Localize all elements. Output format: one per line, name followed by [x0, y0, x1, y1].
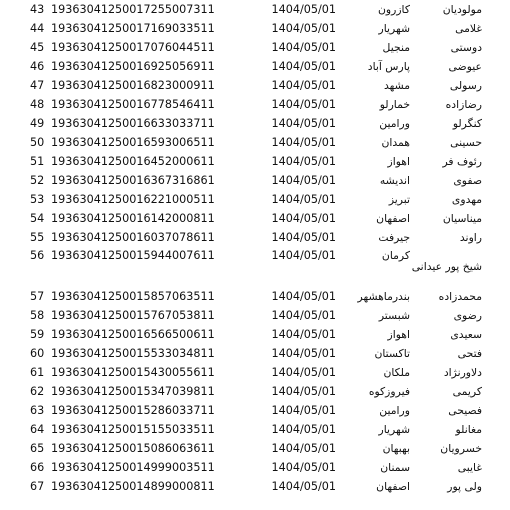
table-row — [30, 57, 510, 76]
city-cell: مشهد — [383, 78, 410, 92]
row-number-cell: 55 — [30, 230, 45, 244]
city-cell: شهریار — [378, 21, 410, 35]
table-row — [30, 382, 510, 401]
city-cell: کازرون — [377, 2, 410, 16]
table-row — [30, 114, 510, 133]
date-cell: 1404/05/01 — [271, 479, 336, 493]
city-cell: تاکستان — [374, 346, 410, 360]
family-name-cell: سعیدی — [450, 327, 482, 341]
family-name-cell: میناسیان — [442, 211, 482, 225]
table-row — [30, 19, 510, 38]
table-row — [30, 247, 510, 287]
tracking-code-cell: 19363041250016778546411 — [51, 97, 215, 111]
tracking-code-cell: 19363041250015533034811 — [51, 346, 215, 360]
tracking-code-cell: 19363041250015857063511 — [51, 289, 215, 303]
table-row — [30, 439, 510, 458]
date-cell: 1404/05/01 — [271, 211, 336, 225]
family-name-cell: فصیحی — [448, 403, 482, 417]
city-cell: سمنان — [380, 460, 410, 474]
date-cell: 1404/05/01 — [271, 230, 336, 244]
date-cell: 1404/05/01 — [271, 441, 336, 455]
row-number-cell: 46 — [30, 59, 45, 73]
date-cell: 1404/05/01 — [271, 2, 336, 16]
family-name-cell: محمدزاده — [438, 289, 482, 303]
date-cell: 1404/05/01 — [271, 21, 336, 35]
row-number-cell: 59 — [30, 327, 45, 341]
table-row — [30, 420, 510, 439]
tracking-code-cell: 19363041250016142000811 — [51, 211, 215, 225]
city-cell: پارس آباد — [367, 59, 410, 73]
records-table — [30, 0, 510, 496]
row-number-cell: 58 — [30, 308, 45, 322]
tracking-code-cell: 19363041250017255007311 — [51, 2, 215, 16]
row-number-cell: 49 — [30, 116, 45, 130]
row-number-cell: 53 — [30, 192, 45, 206]
date-cell: 1404/05/01 — [271, 308, 336, 322]
row-number-cell: 54 — [30, 211, 45, 225]
tracking-code-cell: 19363041250015944007611 — [51, 249, 215, 262]
table-row — [30, 325, 510, 344]
table-row — [30, 477, 510, 496]
date-cell: 1404/05/01 — [271, 460, 336, 474]
city-cell: فیروزکوه — [368, 384, 410, 398]
tracking-code-cell: 19363041250016633033711 — [51, 116, 215, 130]
tracking-code-cell: 19363041250017076044511 — [51, 40, 215, 54]
tracking-code-cell: 19363041250017169033511 — [51, 21, 215, 35]
tracking-code-cell: 19363041250014899000811 — [51, 479, 215, 493]
family-name-cell: کنگرلو — [452, 116, 482, 130]
tracking-code-cell: 19363041250016925056911 — [51, 59, 215, 73]
tracking-code-cell: 19363041250016593006511 — [51, 135, 215, 149]
family-name-cell: غلامی — [455, 21, 482, 35]
row-number-cell: 51 — [30, 154, 45, 168]
tracking-code-cell: 19363041250015155033511 — [51, 422, 215, 436]
family-name-cell: راوند — [459, 230, 482, 244]
family-name-cell: دلاورنژاد — [443, 365, 482, 379]
family-name-cell: خسرویان — [440, 441, 482, 455]
table-row — [30, 190, 510, 209]
row-number-cell: 57 — [30, 289, 45, 303]
family-name-cell: فتحی — [457, 346, 482, 360]
row-number-cell: 52 — [30, 173, 45, 187]
family-name-cell: رضوی — [453, 308, 482, 322]
family-name-cell: دوستی — [450, 40, 482, 54]
city-cell: اصفهان — [376, 479, 410, 493]
table-row — [30, 95, 510, 114]
tracking-code-cell: 19363041250016566500611 — [51, 327, 215, 341]
tracking-code-cell: 19363041250016367316861 — [51, 173, 215, 187]
city-cell: اندیشه — [379, 173, 410, 187]
tracking-code-cell: 19363041250015767053811 — [51, 308, 215, 322]
family-name-cell: رسولی — [449, 78, 482, 92]
tracking-code-cell: 19363041250016037078611 — [51, 230, 215, 244]
city-cell: اهواز — [387, 154, 410, 168]
date-cell: 1404/05/01 — [271, 116, 336, 130]
row-number-cell: 48 — [30, 97, 45, 111]
tracking-code-cell: 19363041250015347039811 — [51, 384, 215, 398]
date-cell: 1404/05/01 — [271, 422, 336, 436]
family-name-cell: رئوف فر — [442, 154, 482, 168]
date-cell: 1404/05/01 — [271, 403, 336, 417]
family-name-cell: رضازاده — [445, 97, 482, 111]
row-number-cell: 63 — [30, 403, 45, 417]
table-row — [30, 458, 510, 477]
family-name-cell: عیوضی — [448, 59, 482, 73]
row-number-cell: 67 — [30, 479, 45, 493]
table-row — [30, 287, 510, 306]
tracking-code-cell: 19363041250016452000611 — [51, 154, 215, 168]
tracking-code-cell: 19363041250015086063611 — [51, 441, 215, 455]
date-cell: 1404/05/01 — [271, 40, 336, 54]
tracking-code-cell: 19363041250015286033711 — [51, 403, 215, 417]
family-name-cell: مهدوی — [451, 192, 482, 206]
city-cell: اصفهان — [376, 211, 410, 225]
row-number-cell: 47 — [30, 78, 45, 92]
table-row — [30, 38, 510, 57]
date-cell: 1404/05/01 — [271, 135, 336, 149]
tracking-code-cell: 19363041250015430055611 — [51, 365, 215, 379]
tracking-code-cell: 19363041250016221000511 — [51, 192, 215, 206]
family-name-cell: مولودیان — [442, 2, 482, 16]
row-number-cell: 62 — [30, 384, 45, 398]
table-row — [30, 228, 510, 247]
table-row — [30, 209, 510, 228]
city-cell: ورامین — [379, 116, 410, 130]
row-number-cell: 43 — [30, 2, 45, 16]
row-number-cell: 65 — [30, 441, 45, 455]
city-cell: بندرماهشهر — [357, 289, 410, 303]
city-cell: بهبهان — [382, 441, 410, 455]
city-cell: خمارلو — [379, 97, 410, 111]
date-cell: 1404/05/01 — [271, 173, 336, 187]
table-row — [30, 363, 510, 382]
date-cell: 1404/05/01 — [271, 78, 336, 92]
city-cell: اهواز — [387, 327, 410, 341]
tracking-code-cell: 19363041250016823000911 — [51, 78, 215, 92]
date-cell: 1404/05/01 — [271, 249, 336, 262]
date-cell: 1404/05/01 — [271, 346, 336, 360]
row-number-cell: 60 — [30, 346, 45, 360]
family-name-cell: کریمی — [452, 384, 482, 398]
family-name-cell: غایبی — [457, 460, 482, 474]
date-cell: 1404/05/01 — [271, 154, 336, 168]
row-number-cell: 64 — [30, 422, 45, 436]
city-cell: جیرفت — [378, 230, 410, 244]
date-cell: 1404/05/01 — [271, 289, 336, 303]
row-number-cell: 45 — [30, 40, 45, 54]
family-name-cell: مغانلو — [455, 422, 482, 436]
table-row — [30, 152, 510, 171]
family-name-cell: شیخ پور عیدانی — [411, 260, 482, 273]
date-cell: 1404/05/01 — [271, 365, 336, 379]
table-row — [30, 76, 510, 95]
table-row — [30, 344, 510, 363]
row-number-cell: 66 — [30, 460, 45, 474]
row-number-cell: 50 — [30, 135, 45, 149]
table-row — [30, 0, 510, 19]
city-cell: کرمان — [381, 249, 410, 262]
city-cell: ورامین — [379, 403, 410, 417]
row-number-cell: 44 — [30, 21, 45, 35]
date-cell: 1404/05/01 — [271, 384, 336, 398]
city-cell: همدان — [381, 135, 410, 149]
city-cell: شبستر — [378, 308, 410, 322]
city-cell: تبریز — [388, 192, 410, 206]
row-number-cell: 56 — [30, 249, 45, 262]
table-row — [30, 306, 510, 325]
family-name-cell: صفوی — [453, 173, 482, 187]
date-cell: 1404/05/01 — [271, 97, 336, 111]
city-cell: منجیل — [382, 40, 410, 54]
table-row — [30, 171, 510, 190]
family-name-cell: حسینی — [450, 135, 482, 149]
city-cell: شهریار — [378, 422, 410, 436]
tracking-code-cell: 19363041250014999003511 — [51, 460, 215, 474]
date-cell: 1404/05/01 — [271, 59, 336, 73]
family-name-cell: ولی پور — [447, 479, 482, 493]
records-table-body — [30, 0, 510, 496]
table-row — [30, 401, 510, 420]
table-row — [30, 133, 510, 152]
date-cell: 1404/05/01 — [271, 192, 336, 206]
row-number-cell: 61 — [30, 365, 45, 379]
date-cell: 1404/05/01 — [271, 327, 336, 341]
city-cell: ملکان — [383, 365, 410, 379]
